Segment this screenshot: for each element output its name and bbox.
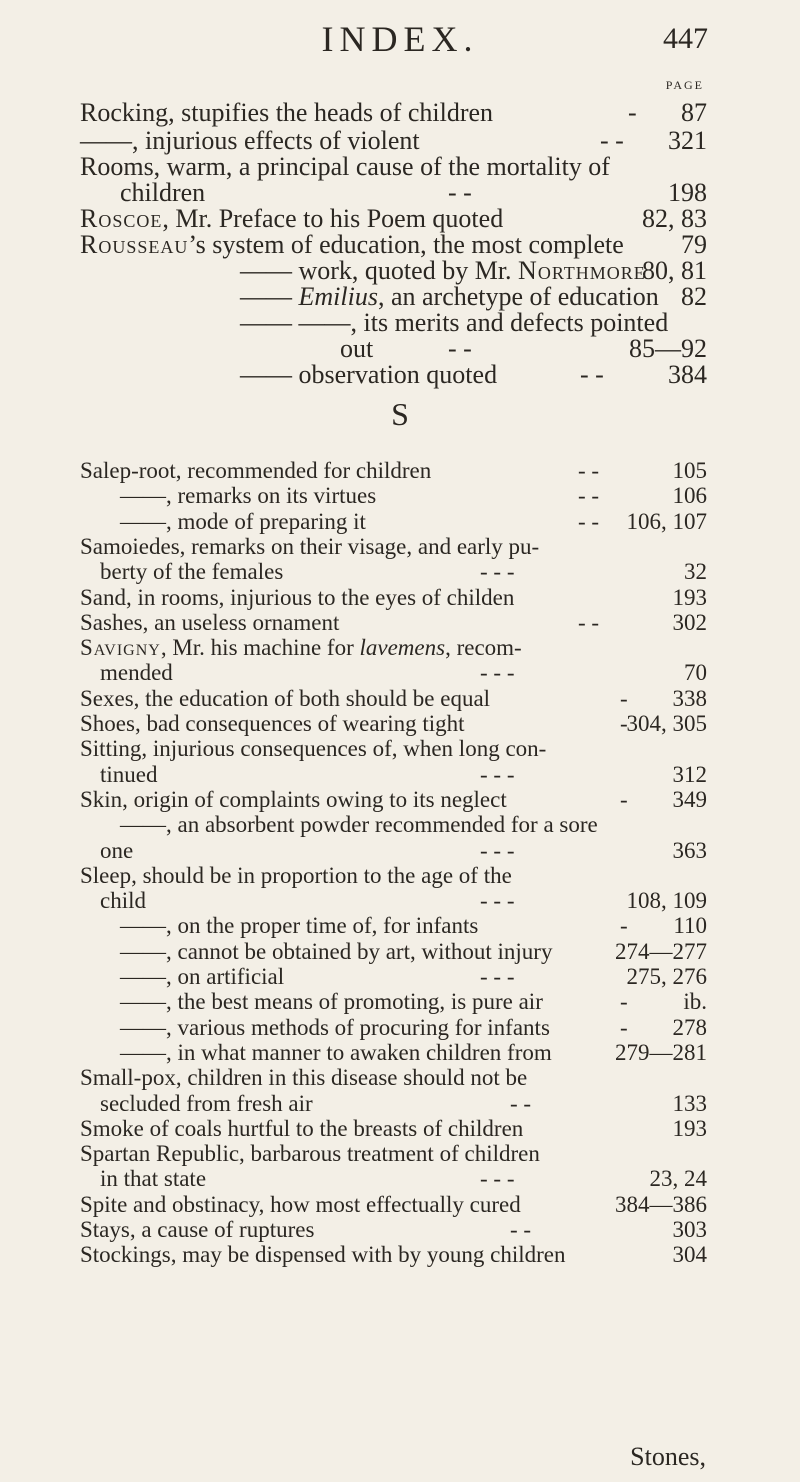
index-entry [0, 507, 800, 534]
entry-text: ——, various methods of procuring for infants [120, 1014, 550, 1040]
leader-dash: - [620, 989, 628, 1015]
entry-page: 85—92 [629, 334, 707, 363]
entry-text: secluded from fresh air [100, 1090, 313, 1116]
leader-dash: - [620, 786, 628, 812]
index-entry [0, 1164, 800, 1192]
leader-dash: - - - [480, 761, 515, 787]
index-entry [0, 734, 800, 762]
entry-page: 32 [684, 559, 707, 585]
entry-page: 363 [672, 837, 707, 863]
entry-page: 304 [672, 1242, 707, 1268]
entry-text: ——, on the proper time of, for infants [120, 913, 479, 939]
entry-rest: , Mr. Preface to his Poem quoted [162, 204, 504, 233]
leader-dash: - - - [480, 888, 515, 914]
leader-dash: - - [578, 508, 600, 534]
entry-text: in that state [100, 1166, 207, 1192]
entry-text: Sitting, injurious consequences of, when long con- [80, 736, 547, 762]
index-entry [0, 481, 800, 509]
entry-page: 304, 305 [626, 711, 707, 736]
index-entry [0, 532, 800, 559]
entry-text: Sashes, an useless ornament [80, 609, 340, 635]
entry-title: Emilius [298, 282, 378, 311]
entry-page: 110 [673, 913, 707, 939]
entry-page: 108, 109 [626, 888, 707, 914]
index-entry [0, 911, 800, 939]
index-entry [0, 360, 800, 389]
leader-dash: - [628, 98, 637, 127]
entry-page: 105 [672, 458, 707, 483]
entry-text: Spite and obstinacy, how most effectually cured [80, 1191, 521, 1217]
index-entry [0, 1063, 800, 1091]
entry-page: 312 [672, 761, 707, 787]
index-entry [0, 810, 800, 838]
index-entry [0, 456, 800, 483]
section-letter: S [391, 396, 409, 432]
entry-page: 133 [672, 1090, 707, 1116]
entry-text: Rooms, warm, a principal cause of the mortality of [80, 152, 610, 181]
entry-text: Rocking, stupifies the heads of children [80, 98, 494, 127]
entry-text: Sleep, should be in proportion to the age of the [80, 862, 512, 888]
entry-page: 87 [681, 98, 707, 127]
entry-page: 302 [672, 609, 707, 635]
index-entry [0, 608, 800, 635]
leader-dash: - - [448, 334, 472, 363]
entry-name: Northmore [518, 256, 646, 285]
page-column-label: PAGE [665, 78, 704, 92]
index-entry [0, 308, 800, 337]
entry-page: 82 [681, 282, 707, 311]
leader-dash: - - [578, 609, 600, 635]
entry-text: —— ——, its merits and defects pointed [240, 308, 669, 337]
entry-page: 106, 107 [626, 508, 707, 534]
entry-text: Spartan Republic, barbarous treatment of children [80, 1141, 540, 1167]
entry-text: ——, the best means of promoting, is pure air [120, 989, 543, 1015]
entry-page: 193 [672, 584, 707, 610]
entry-rest: —— [240, 282, 299, 311]
page-number: 447 [663, 22, 708, 55]
entry-text: Stockings, may be dispensed with by young children [80, 1242, 566, 1268]
leader-dash: - - [578, 458, 600, 483]
entry-page: 321 [668, 126, 707, 155]
index-entry [0, 861, 800, 888]
entry-rest: ’s system of education, the most complete [188, 230, 624, 259]
entry-text: ——, in what manner to awaken children from [120, 1039, 552, 1065]
entry-text: —— observation quoted [240, 360, 498, 389]
entry-text: Samoiedes, remarks on their visage, and early pu- [80, 533, 540, 559]
entry-page: 193 [672, 1115, 707, 1141]
index-entry [0, 785, 800, 812]
index-entry [0, 684, 800, 711]
entry-text: ——, mode of preparing it [120, 508, 366, 534]
entry-page: 275, 276 [626, 964, 707, 989]
entry-text: Skin, origin of complaints owing to its neglect [80, 786, 507, 812]
leader-dash: - - [580, 360, 604, 389]
index-entry [0, 1190, 800, 1217]
entry-text: Stays, a cause of ruptures [80, 1217, 315, 1242]
entry-text: Salep-root, recommended for children [80, 458, 432, 483]
index-entry [0, 937, 800, 964]
leader-dash: - - - [480, 660, 515, 686]
entry-text: children [120, 178, 206, 207]
index-entry [0, 282, 800, 311]
leader-dash: - [620, 1014, 628, 1040]
entry-page: 384—386 [615, 1191, 707, 1217]
entry-page: 79 [681, 230, 707, 259]
index-entry [0, 334, 800, 363]
index-entry [0, 178, 800, 207]
entry-text: ——, injurious effects of violent [80, 126, 420, 155]
entry-text: child [100, 888, 146, 914]
leader-dash: - - - [480, 964, 515, 989]
index-entry [0, 886, 800, 914]
leader-dash: - - [510, 1090, 532, 1116]
leader-dash: - - [448, 178, 472, 207]
leader-dash: - - [510, 1217, 532, 1242]
leader-dash: - [620, 913, 628, 939]
index-entry [0, 709, 800, 736]
index-entry [0, 760, 800, 787]
entry-page: 303 [672, 1217, 707, 1242]
entry-page: 106 [672, 483, 707, 509]
entry-text: tinued [100, 761, 158, 787]
entry-page: 384 [668, 360, 707, 389]
entry-rest: , recom- [445, 635, 522, 661]
entry-name: Rousseau [80, 230, 189, 259]
entry-text: Sexes, the education of both should be equal [80, 685, 491, 711]
entry-text: Smoke of coals hurtful to the breasts of children [80, 1115, 524, 1141]
entry-text: mended [100, 660, 173, 686]
leader-dash: - - - [480, 1166, 515, 1192]
index-entry [0, 1215, 800, 1242]
entry-rest: , an archetype of education [377, 282, 659, 311]
running-head: INDEX. [321, 19, 479, 59]
index-entry [0, 633, 800, 661]
index-entry [0, 98, 800, 127]
entry-text: ——, on artificial [120, 964, 285, 989]
leader-dash: - - [600, 126, 624, 155]
index-entry [0, 204, 800, 233]
index-entry [0, 1038, 800, 1065]
entry-name: Savigny [80, 635, 161, 661]
index-entry [0, 583, 800, 610]
index-entry [0, 152, 800, 181]
index-entry [0, 256, 800, 285]
entry-page: 338 [672, 685, 707, 711]
entry-page: 349 [672, 786, 707, 812]
entry-page: 70 [684, 660, 707, 686]
leader-dash: - - - [480, 559, 515, 585]
index-entry [0, 1013, 800, 1040]
entry-page: 279—281 [615, 1039, 707, 1065]
entry-text: Sand, in rooms, injurious to the eyes of childen [80, 584, 515, 610]
leader-dash: - [620, 711, 628, 736]
entry-page: 80, 81 [642, 256, 707, 285]
entry-page: 274—277 [615, 938, 707, 964]
index-entry [0, 1114, 800, 1141]
index-entry [0, 1089, 800, 1116]
entry-page: 23, 24 [649, 1166, 707, 1192]
entry-title: lavemens [359, 635, 446, 661]
index-entry [0, 987, 800, 1015]
entry-text: berty of the females [100, 559, 284, 585]
entry-page: ib. [683, 989, 707, 1015]
entry-text: Small-pox, children in this disease should not be [80, 1065, 528, 1091]
index-entry [0, 126, 800, 155]
catchword: Stones, [630, 1442, 706, 1471]
index-entry [0, 962, 800, 989]
index-entry [0, 1240, 800, 1268]
entry-text: one [100, 837, 134, 863]
entry-rest: , Mr. his machine for [160, 635, 360, 661]
leader-dash: - - [578, 483, 600, 509]
entry-text: ——, cannot be obtained by art, without injury [120, 938, 553, 964]
entry-rest: —— work, quoted by Mr. [240, 256, 519, 285]
entry-page: 278 [672, 1014, 707, 1040]
entry-page: 82, 83 [642, 204, 707, 233]
index-entry [0, 1139, 800, 1167]
entry-text: ——, remarks on its virtues [120, 483, 377, 509]
index-entry [0, 557, 800, 585]
entry-name: Roscoe [80, 204, 163, 233]
leader-dash: - [620, 685, 628, 711]
entry-text: Shoes, bad consequences of wearing tight [80, 711, 465, 736]
leader-dash: - - - [480, 837, 515, 863]
entry-text: ——, an absorbent powder recommended for a sore [120, 812, 598, 838]
entry-page: 198 [668, 178, 707, 207]
entry-text: out [340, 334, 374, 363]
index-entry [0, 836, 800, 863]
index-entry [0, 658, 800, 686]
index-entry [0, 230, 800, 259]
